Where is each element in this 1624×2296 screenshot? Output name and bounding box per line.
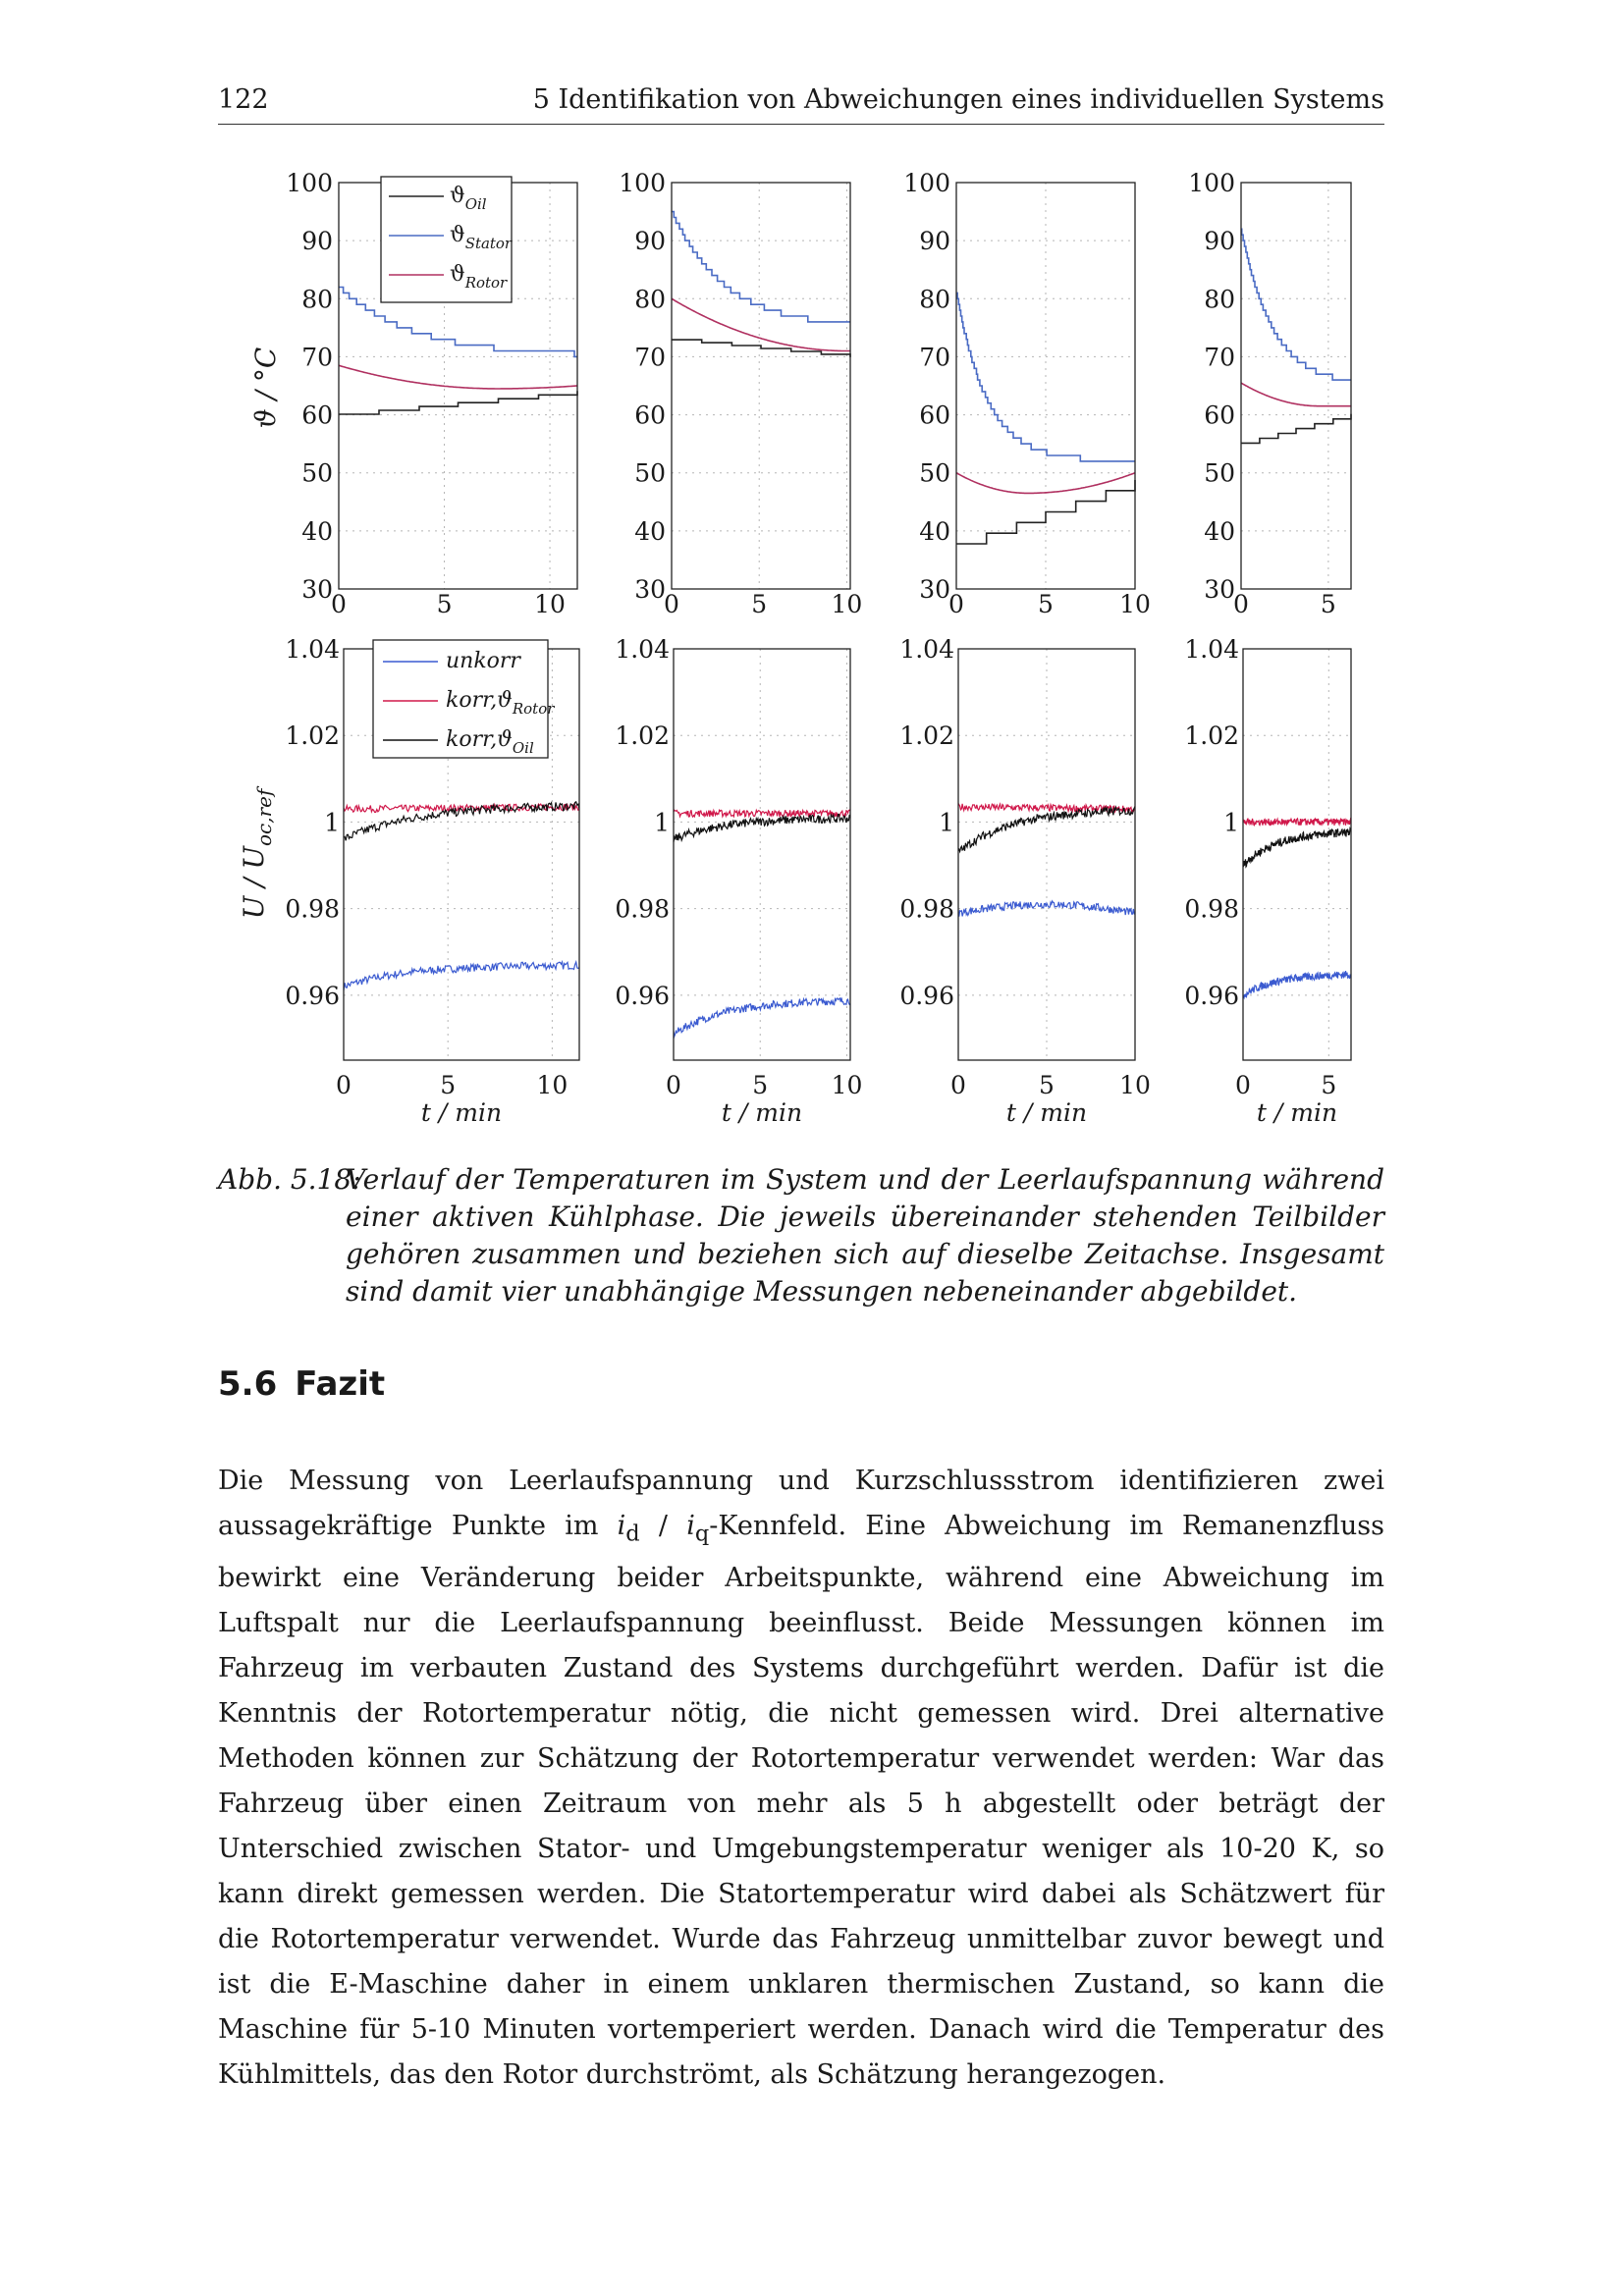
y-tick-label: 0.96 (285, 981, 340, 1010)
chapter-title: 5 Identifikation von Abweichungen eines individuellen Systems (532, 84, 1384, 115)
y-tick-label: 50 (301, 458, 333, 488)
y-tick-label: 1.04 (285, 635, 340, 664)
y-tick-label: 60 (1204, 400, 1235, 430)
x-tick-label: 10 (831, 1071, 863, 1099)
voltage-axis-label: U / $U_{oc,ref}$ (238, 788, 276, 920)
y-tick-label: 80 (1204, 285, 1235, 314)
y-tick-label: 100 (1188, 169, 1235, 197)
voltage-panel-2 (615, 635, 862, 1127)
y-tick-label: 50 (634, 458, 666, 488)
y-tick-label: 90 (1204, 227, 1235, 256)
series-oil-line (672, 340, 850, 357)
series-korr_oil-line (674, 815, 850, 842)
x-tick-label: 5 (440, 1071, 457, 1099)
series-unkorr-line (958, 901, 1135, 917)
x-tick-label: 0 (1235, 1071, 1251, 1099)
body-text-part: Die Messung von Leerlaufspannung und Kurzschlussstrom identifizieren zwei aussagekräftige Punkte im (218, 1466, 1384, 1541)
y-tick-label: 0.96 (615, 981, 670, 1010)
page-number: 122 (218, 84, 269, 115)
legend-label: $korr,ϑ_{Rotor}$ (446, 688, 555, 718)
x-tick-label: 10 (534, 590, 566, 618)
math-i: i (686, 1511, 695, 1541)
temperature-panel-2 (619, 169, 862, 618)
y-tick-label: 1 (939, 808, 954, 837)
figure-caption (218, 1161, 1384, 1310)
section-heading (218, 1364, 385, 1404)
x-tick-label: 5 (752, 1071, 769, 1099)
legend-label: $ϑ_{Rotor}$ (450, 262, 508, 292)
caption-text: Verlauf der Temperaturen im System und der Leerlaufspannung während einer aktiven Kühlphase. Die jeweils übereinander stehenden Teilbilder gehören zusammen und beziehen sich auf dieselbe Zeitachse. Insgesamt sind damit vier unabhängige Messungen nebeneinander abgebildet. (346, 1163, 1384, 1308)
legend-label: $ϑ_{Oil}$ (450, 184, 487, 213)
math-sub: d (625, 1521, 640, 1547)
series-unkorr-line (674, 997, 850, 1036)
y-tick-label: 1.02 (1184, 721, 1239, 751)
y-tick-label: 0.96 (1184, 981, 1239, 1010)
series-stator-line (672, 212, 850, 322)
y-tick-label: 1 (1223, 808, 1239, 837)
y-tick-label: 70 (634, 343, 666, 372)
y-tick-label: 70 (301, 343, 333, 372)
x-axis-label: t / min (1256, 1098, 1338, 1127)
x-axis-label: t / min (1005, 1098, 1088, 1127)
series-korr_rotor-line (674, 810, 850, 817)
y-tick-label: 1.02 (899, 721, 954, 751)
y-tick-label: 1.04 (615, 635, 670, 664)
x-tick-label: 0 (948, 590, 964, 618)
y-tick-label: 70 (919, 343, 950, 372)
y-tick-label: 1.04 (899, 635, 954, 664)
x-tick-label: 0 (1233, 590, 1249, 618)
series-rotor-line (1241, 383, 1351, 406)
x-tick-label: 10 (831, 590, 863, 618)
y-tick-label: 30 (301, 575, 333, 604)
y-tick-label: 0.98 (1184, 894, 1239, 924)
axes-frame (674, 649, 850, 1060)
axes-frame (672, 183, 850, 589)
y-tick-label: 100 (903, 169, 950, 197)
series-unkorr-line (344, 962, 579, 990)
legend-label: unkorr (446, 649, 520, 673)
section-number: 5.6 (218, 1364, 278, 1404)
y-tick-label: 80 (919, 285, 950, 314)
y-tick-label: 100 (286, 169, 333, 197)
series-stator-line (956, 293, 1135, 461)
math-i: i (617, 1511, 626, 1541)
y-tick-label: 40 (919, 516, 950, 546)
x-tick-label: 0 (336, 1071, 352, 1099)
y-tick-label: 1.02 (615, 721, 670, 751)
x-tick-label: 0 (664, 590, 679, 618)
y-tick-label: 40 (1204, 516, 1235, 546)
legend-label: $korr,ϑ_{Oil}$ (446, 727, 534, 757)
voltage-panel-4 (1184, 635, 1351, 1127)
series-korr_rotor-line (1243, 819, 1351, 826)
series-stator-line (1241, 229, 1351, 380)
x-tick-label: 5 (436, 590, 453, 618)
y-tick-label: 0.98 (615, 894, 670, 924)
x-axis-label: t / min (420, 1098, 503, 1127)
y-tick-label: 1.02 (285, 721, 340, 751)
voltage-panel-3 (899, 635, 1151, 1127)
y-tick-label: 90 (919, 227, 950, 256)
x-tick-label: 10 (1119, 590, 1151, 618)
axes-frame (958, 649, 1135, 1060)
caption-label: Abb. 5.18: (218, 1163, 361, 1196)
y-tick-label: 60 (634, 400, 666, 430)
series-rotor-line (339, 365, 577, 389)
y-tick-label: 100 (619, 169, 666, 197)
x-tick-label: 5 (1321, 1071, 1337, 1099)
y-tick-label: 40 (634, 516, 666, 546)
section-title: Fazit (295, 1364, 386, 1404)
y-tick-label: 0.98 (285, 894, 340, 924)
series-korr_oil-line (1243, 828, 1351, 867)
temperature-panel-3 (903, 169, 1151, 618)
y-tick-label: 0.96 (899, 981, 954, 1010)
series-oil-line (1241, 414, 1351, 444)
temperature-axis-label: ϑ / °C (249, 347, 282, 429)
legend-label: $ϑ_{Stator}$ (450, 223, 513, 252)
x-tick-label: 5 (1320, 590, 1336, 618)
x-tick-label: 10 (536, 1071, 568, 1099)
y-tick-label: 30 (919, 575, 950, 604)
axes-frame (1241, 183, 1351, 589)
series-oil-line (339, 391, 577, 414)
y-tick-label: 0.98 (899, 894, 954, 924)
y-tick-label: 1 (654, 808, 670, 837)
x-tick-label: 10 (1119, 1071, 1151, 1099)
x-tick-label: 5 (751, 590, 768, 618)
temperature-panel-4 (1188, 169, 1351, 618)
y-tick-label: 30 (634, 575, 666, 604)
math-sub: q (694, 1521, 710, 1547)
x-axis-label: t / min (721, 1098, 803, 1127)
y-tick-label: 70 (1204, 343, 1235, 372)
y-tick-label: 50 (919, 458, 950, 488)
series-rotor-line (672, 298, 850, 350)
figure-5-18 (0, 0, 1624, 1139)
y-tick-label: 90 (634, 227, 666, 256)
y-tick-label: 60 (919, 400, 950, 430)
body-text-part: -Kennfeld. Eine Abweichung im Remanenzfluss bewirkt eine Veränderung beider Arbeitspunkte, während eine Abweichung im Luftspalt nur die Leerlaufspannung beeinflusst. Beide Messungen können im Fahrzeug im verbauten Zustand des Systems durchgeführt werden. Dafür ist die Kenntnis der Rotortemperatur nötig, die nicht gemessen wird. Drei alternative Methoden können zur Schätzung der Rotortemperatur verwendet werden: War das Fahrzeug über einen Zeitraum von mehr als 5 h abgestellt oder beträgt der Unterschied zwischen Stator- und Umgebungstemperatur weniger als 10-20 K, so kann direkt gemessen werden. Die Statortemperatur wird dabei als Schätzwert für die Rotortemperatur verwendet. Wurde das Fahrzeug unmittelbar zuvor bewegt und ist die E-Maschine daher in einem unklaren thermischen Zustand, so kann die Maschine für 5-10 Minuten vortemperiert werden. Danach wird die Temperatur des Kühlmittels, das den Rotor durchströmt, als Schätzung herangezogen. (218, 1511, 1385, 2091)
y-tick-label: 30 (1204, 575, 1235, 604)
math-slash: / (639, 1511, 687, 1541)
y-tick-label: 90 (301, 227, 333, 256)
y-tick-label: 80 (634, 285, 666, 314)
x-tick-label: 5 (1038, 590, 1054, 618)
y-tick-label: 50 (1204, 458, 1235, 488)
y-tick-label: 60 (301, 400, 333, 430)
x-tick-label: 5 (1039, 1071, 1055, 1099)
x-tick-label: 0 (331, 590, 347, 618)
body-paragraph (218, 1459, 1384, 2098)
y-tick-label: 80 (301, 285, 333, 314)
y-tick-label: 1.04 (1184, 635, 1239, 664)
y-tick-label: 40 (301, 516, 333, 546)
y-tick-label: 1 (324, 808, 340, 837)
x-tick-label: 0 (950, 1071, 966, 1099)
series-unkorr-line (1243, 971, 1351, 998)
x-tick-label: 0 (666, 1071, 681, 1099)
